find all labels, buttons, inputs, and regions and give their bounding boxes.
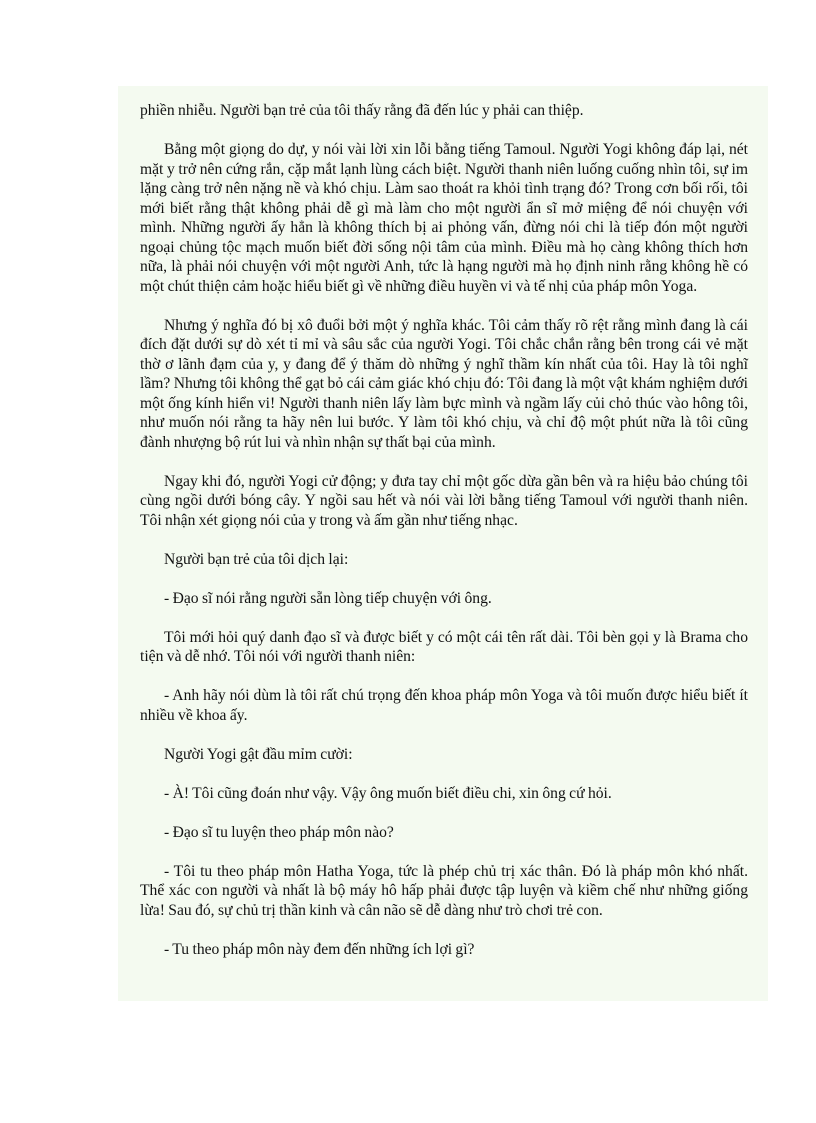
- paragraph-6: - Đạo sĩ nói rằng người sẵn lòng tiếp chuyện với ông.: [164, 589, 492, 607]
- document-body: [140, 101, 748, 979]
- paragraph-3: Nhưng ý nghĩa đó bị xô đuổi bởi một ý nghĩa khác. Tôi cảm thấy rõ rệt rằng mình đang là cái đích đặt dưới sự dò xét tỉ mỉ và sâu sắc của người Yogi. Tôi chắc chắn rằng bên trong cái vẻ mặt thờ ơ lãnh đạm của y, y đang để ý thăm dò những ý nghĩ thầm kín nhất của tôi. Hay là tôi nghĩ lầm? Nhưng tôi không thể gạt bỏ cái cảm giác khó chịu đó: Tôi đang là một vật khám nghiệm dưới một ống kính hiển vi! Người thanh niên lấy làm bực mình và ngầm lấy củi chỏ thúc vào hông tôi, như muốn nói rằng ta hãy nên lui bước. Y làm tôi khó chịu, và chỉ độ một phút nữa là tôi cũng đành nhượng bộ rút lui và nhìn nhận sự thất bại của mình.: [140, 316, 748, 451]
- paragraph-7: Tôi mới hỏi quý danh đạo sĩ và được biết y có một cái tên rất dài. Tôi bèn gọi y là Brama cho tiện và dễ nhớ. Tôi nói với người thanh niên:: [140, 628, 748, 665]
- paragraph-10: - À! Tôi cũng đoán như vậy. Vậy ông muốn biết điều chi, xin ông cứ hỏi.: [164, 784, 612, 802]
- paragraph-2: Bằng một giọng do dự, y nói vài lời xin lỗi bằng tiếng Tamoul. Người Yogi không đáp lại, nét mặt y trở nên cứng rắn, cặp mắt lạnh lùng cách biệt. Người thanh niên luống cuống nhìn tôi, sự im lặng càng trở nên nặng nề và khó chịu. Làm sao thoát ra khỏi tình trạng đó? Trong cơn bối rối, tôi mới biết rằng thật không phải dễ gì mà làm cho một người ẩn sĩ mở miệng để nói chuyện với mình. Những người ấy hẳn là không thích bị ai phỏng vấn, đừng nói chi là tiếp đón một người ngoại chủng tộc mạch muốn biết đời sống nội tâm của mình. Điều mà họ càng không thích hơn nữa, là phải nói chuyện với một người Anh, tức là hạng người mà họ định ninh rằng không hề có một chút thiện cảm hoặc hiểu biết gì về những điều huyền vi và tế nhị của pháp môn Yoga.: [140, 141, 748, 295]
- paragraph-8: - Anh hãy nói dùm là tôi rất chú trọng đến khoa pháp môn Yoga và tôi muốn được hiểu biết ít nhiều về khoa ấy.: [140, 687, 748, 724]
- paragraph-11: - Đạo sĩ tu luyện theo pháp môn nào?: [164, 823, 394, 841]
- paragraph-5: Người bạn trẻ của tôi dịch lại:: [164, 550, 349, 568]
- paragraph-13: - Tu theo pháp môn này đem đến những ích lợi gì?: [164, 940, 475, 958]
- paragraph-12: - Tôi tu theo pháp môn Hatha Yoga, tức là phép chủ trị xác thân. Đó là pháp môn khó nhất. Thể xác con người và nhất là bộ máy hô hấp phải được tập luyện và kiềm chế như những giống lừa! Sau đó, sự chủ trị thần kinh và cân não sẽ dễ dàng như trò chơi trẻ con.: [140, 862, 748, 919]
- paragraph-1: phiền nhiễu. Người bạn trẻ của tôi thấy rằng đã đến lúc y phải can thiệp.: [140, 102, 584, 119]
- paragraph-9: Người Yogi gật đầu mỉm cười:: [164, 745, 353, 763]
- paragraph-4: Ngay khi đó, người Yogi cử động; y đưa tay chỉ một gốc dừa gần bên và ra hiệu bảo chúng tôi cùng ngồi dưới bóng cây. Y ngồi sau hết và nói vài lời bằng tiếng Tamoul với người thanh niên. Tôi nhận xét giọng nói của y trong và ấm gần như tiếng nhạc.: [140, 472, 748, 529]
